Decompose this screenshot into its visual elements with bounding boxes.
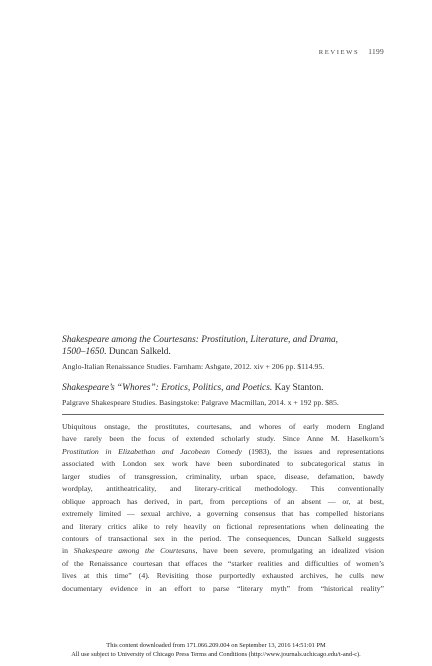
book-2-title: Shakespeare’s “Whores”: Erotics, Politics, and Poetics. bbox=[62, 383, 273, 393]
book-2-publication: Palgrave Shakespeare Studies. Basingstoke: Palgrave Macmillan, 2014. x + 192 pp. $85. bbox=[62, 398, 339, 407]
book-1-title-line2: 1500–1650. bbox=[62, 347, 107, 357]
footer-download-line: This content downloaded from 171.066.209.004 on September 13, 2016 14:51:01 PM bbox=[106, 642, 326, 649]
footer-terms-line: All use subject to University of Chicago Press Terms and Conditions (http://www.journals.uchicago.edu/t-and-c). bbox=[71, 651, 361, 658]
running-head bbox=[319, 47, 384, 56]
book-1-heading bbox=[62, 334, 384, 358]
body-line: documentary evidence in an effort to parse “literary myth” from “historical reality” bbox=[62, 583, 384, 593]
body-line: lives at this time” (4). Revisiting those purportedly exhausted archives, he culls new bbox=[62, 571, 384, 581]
book-1-title-line1: Shakespeare among the Courtesans: Prostitution, Literature, and Drama, bbox=[62, 335, 339, 345]
section-divider bbox=[62, 414, 384, 415]
body-line: wordplay, antitheatricality, and literary-critical methodology. This conventionally bbox=[62, 484, 384, 494]
body-line: Prostitution in Elizabethan and Jacobean Comedy (1983), the issues and representations bbox=[62, 446, 385, 456]
review-body bbox=[62, 421, 384, 595]
body-line: Ubiquitous onstage, the prostitutes, courtesans, and whores of early modern England bbox=[62, 422, 384, 431]
download-footer bbox=[0, 641, 432, 659]
book-2-author: Kay Stanton. bbox=[274, 383, 324, 393]
reviewed-book-2 bbox=[62, 382, 384, 408]
body-line: contours of transactional sex in the period. The consequences, Duncan Salkeld suggests bbox=[62, 533, 384, 543]
body-line: of the Renaissance courtesan that effaces the “starker realities and difficulties of women’s bbox=[62, 558, 384, 568]
book-1-publication: Anglo-Italian Renaissance Studies. Farnham: Ashgate, 2012. xiv + 206 pp. $114.95. bbox=[62, 362, 325, 371]
body-line: have rarely been the focus of extended scholarly study. Since Anne M. Haselkorn’s bbox=[62, 434, 384, 444]
reviewed-book-1 bbox=[62, 334, 384, 372]
book-2-heading bbox=[62, 382, 384, 394]
body-line: extremely limited — sexual archive, a governing consensus that has compelled historians bbox=[62, 509, 384, 519]
body-line: in Shakespeare among the Courtesans, have been severe, promulgating an idealized vision bbox=[62, 546, 385, 556]
section-label: REVIEWS bbox=[318, 49, 360, 56]
body-line: oblique approach has derived, in part, from perceptions of an absent — or, at best, bbox=[62, 496, 384, 506]
page-number: 1199 bbox=[368, 47, 384, 56]
book-1-author: Duncan Salkeld. bbox=[108, 347, 171, 357]
body-line: and literary critics alike to rely heavily on fictional representations when delineating the bbox=[62, 521, 384, 531]
body-line: associated with London sex work have been subordinated to subcategorical status in bbox=[62, 459, 384, 469]
body-line: larger studies of transgression, criminality, urban space, disease, defamation, bawdy bbox=[62, 471, 384, 481]
